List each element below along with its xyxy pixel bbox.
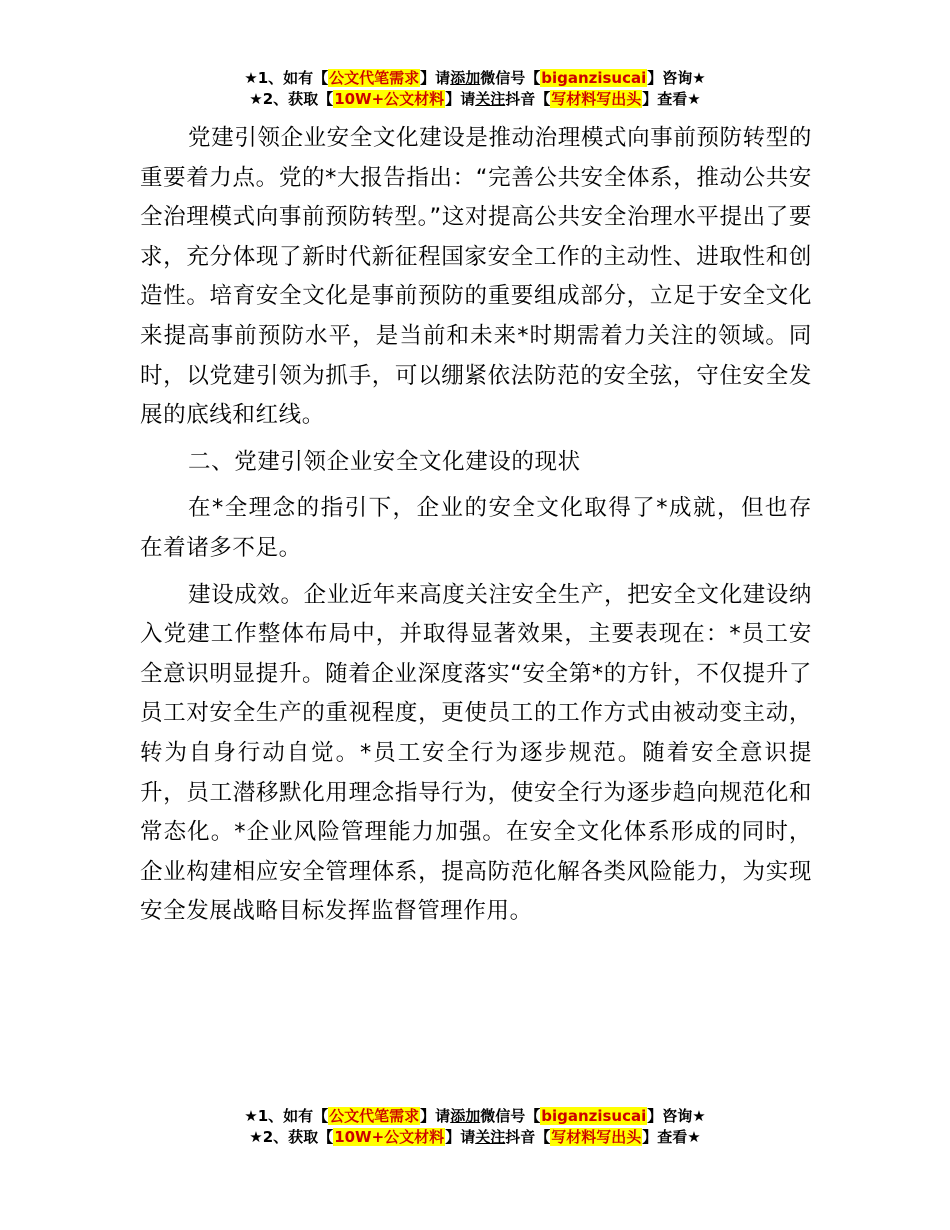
banner-line-2 — [0, 1127, 950, 1148]
banner-line-1 — [0, 1106, 950, 1127]
banner-text: 微信号【 — [480, 69, 541, 87]
underlined-add: 添加 — [450, 1107, 481, 1125]
underlined-add: 添加 — [450, 69, 481, 87]
highlight-ghostwriting: 公文代笔需求 — [329, 1107, 420, 1125]
document-body — [140, 119, 812, 932]
highlight-ghostwriting: 公文代笔需求 — [329, 69, 420, 87]
highlight-materials: 10W+公文材料 — [334, 90, 445, 108]
banner-text: ★2、获取【 — [249, 90, 334, 108]
banner-text: 抖音【 — [505, 1128, 551, 1146]
highlight-wechat-id: biganzisucai — [541, 1107, 647, 1125]
paragraph: 党建引领企业安全文化建设是推动治理模式向事前预防转型的重要着力点。党的*大报告指出：“完善公共安全体系，推动公共安全治理模式向事前预防转型。”这对提高公共安全治理水平提出了要求，充分体现了新时代新征程国家安全工作的主动性、进取性和创造性。培育安全文化是事前预防的重要组成部分，立足于安全文化来提高事前预防水平，是当前和未来*时期需着力关注的领域。同时，以党建引领为抓手，可以绷紧依法防范的安全弦，守住安全发展的底线和红线。 — [140, 125, 812, 429]
highlight-materials: 10W+公文材料 — [334, 1128, 445, 1146]
banner-line-1 — [0, 68, 950, 89]
banner-text: 】咨询★ — [647, 1107, 706, 1125]
banner-text: ★1、如有【 — [244, 69, 329, 87]
highlight-wechat-id: biganzisucai — [541, 69, 647, 87]
banner-text: 】请 — [445, 90, 476, 108]
banner-text: 】咨询★ — [647, 69, 706, 87]
banner-text: 】请 — [445, 1128, 476, 1146]
highlight-douyin-account: 写材料写出头 — [551, 1128, 642, 1146]
header-banner — [0, 68, 950, 110]
banner-text: 抖音【 — [505, 90, 551, 108]
banner-text: 】查看★ — [642, 90, 701, 108]
banner-text: 】请 — [420, 1107, 451, 1125]
banner-text: 】查看★ — [642, 1128, 701, 1146]
highlight-douyin-account: 写材料写出头 — [551, 90, 642, 108]
section-heading: 二、党建引领企业安全文化建设的现状 — [188, 448, 581, 475]
banner-text: ★1、如有【 — [244, 1107, 329, 1125]
paragraph: 在*全理念的指引下，企业的安全文化取得了*成就，但也存在着诸多不足。 — [140, 495, 812, 561]
banner-text: ★2、获取【 — [249, 1128, 334, 1146]
banner-line-2 — [0, 89, 950, 110]
underlined-follow: 关注 — [475, 1128, 506, 1146]
underlined-follow: 关注 — [475, 90, 506, 108]
paragraph: 建设成效。企业近年来高度关注安全生产，把安全文化建设纳入党建工作整体布局中，并取得显著效果，主要表现在：*员工安全意识明显提升。随着企业深度落实“安全第*的方针，不仅提升了员工对安全生产的重视程度，更使员工的工作方式由被动变主动，转为自身行动自觉。*员工安全行为逐步规范。随着安全意识提升，员工潜移默化用理念指导行为，使安全行为逐步趋向规范化和常态化。*企业风险管理能力加强。在安全文化体系形成的同时，企业构建相应安全管理体系，提高防范化解各类风险能力，为实现安全发展战略目标发挥监督管理作用。 — [140, 581, 812, 925]
footer-banner — [0, 1106, 950, 1148]
banner-text: 】请 — [420, 69, 451, 87]
banner-text: 微信号【 — [480, 1107, 541, 1125]
